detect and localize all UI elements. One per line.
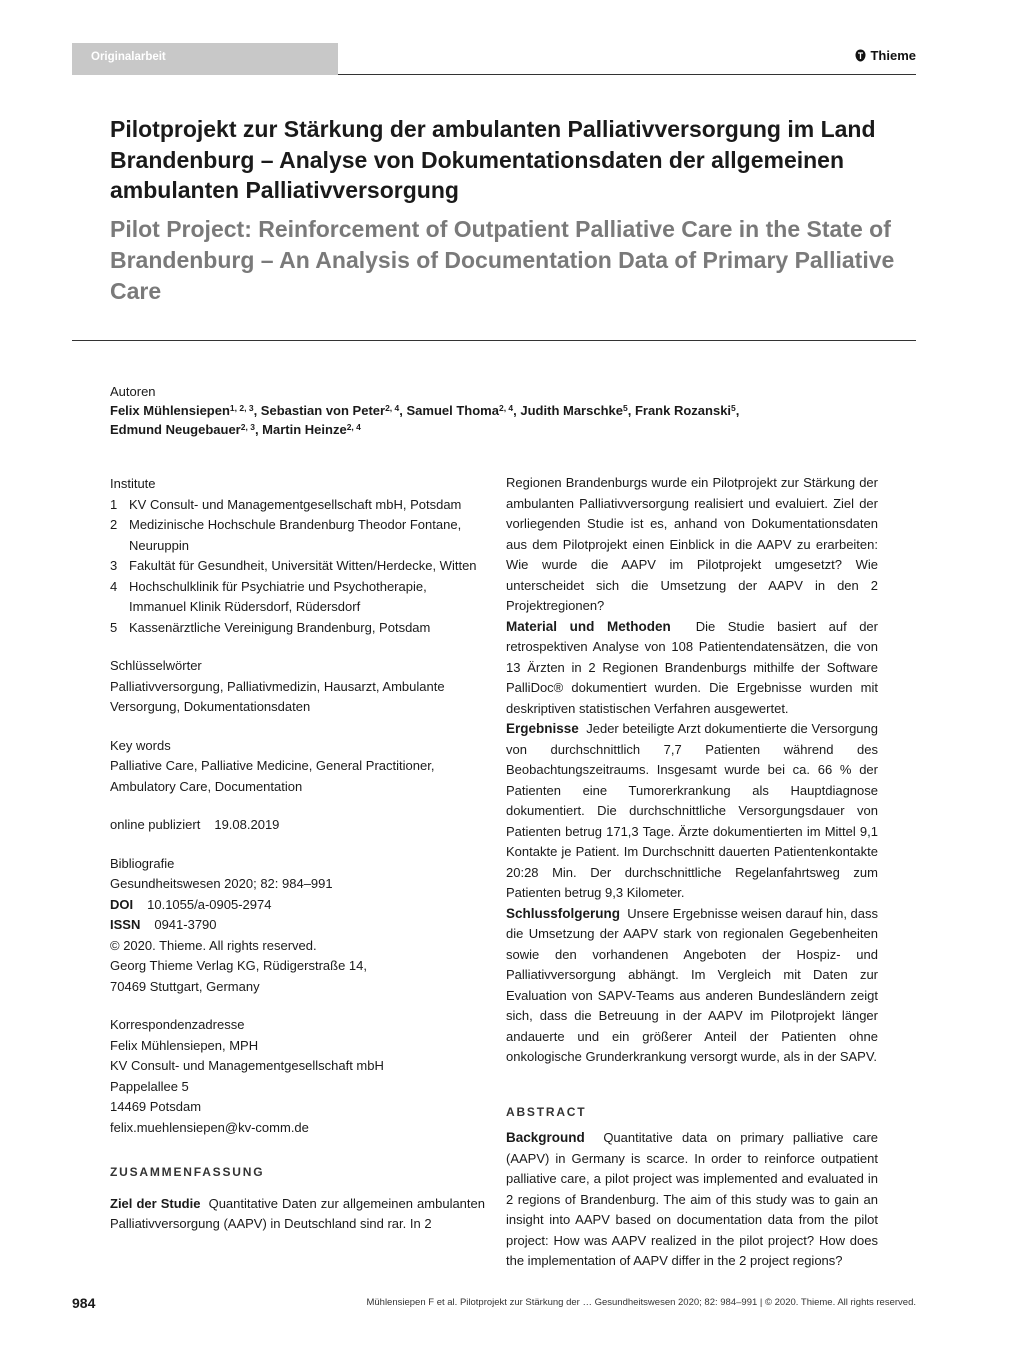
header-rule (338, 74, 916, 75)
correspondence-email[interactable]: felix.muehlensiepen@kv-comm.de (110, 1119, 309, 1135)
author-separator: , (627, 403, 635, 418)
zusammenfassung-heading: ZUSAMMENFASSUNG (110, 1165, 265, 1179)
ziel-lead: Ziel der Studie (110, 1195, 201, 1211)
publisher-name: Thieme (870, 48, 916, 63)
published-date: 19.08.2019 (214, 817, 280, 832)
page-number: 984 (72, 1295, 96, 1311)
author-affiliation: 2, 4 (385, 403, 400, 413)
correspondence-line: 14469 Potsdam (110, 1099, 202, 1114)
spacer (110, 836, 485, 854)
author-separator: , (399, 403, 407, 418)
institute-number: 1 (110, 496, 118, 512)
issn-label: ISSN (110, 917, 141, 932)
issn-line (110, 915, 485, 936)
ergebnisse-paragraph (506, 719, 878, 904)
institute-text: KV Consult- und Managementgesellschaft mbH, Potsdam (129, 496, 462, 512)
keywords-de-text: Palliativversorgung, Palliativmedizin, Hausarzt, Ambulante Versorgung, Dokumentationsdaten (110, 678, 445, 714)
keywords-en-heading: Key words (110, 737, 171, 753)
author-affiliation: 1, 2, 3 (229, 403, 254, 413)
ziel-continuation: Regionen Brandenburgs wurde ein Pilotprojekt zur Stärkung der ambulanten Palliativversorgung realisiert und evaluiert. Ziel der vorliegenden Studie ist es, anhand von Dokumentationsdaten aus dem Pilotprojekt einen Einblick in die AAPV zu erarbeiten: Wie wurde die AAPV im Pilotprojekt umgesetzt? Wie unterscheidet sich die Umsetzung der AAPV in den 2 Projektregionen? (506, 475, 878, 613)
schluss-paragraph (506, 904, 878, 1068)
title-english: Pilot Project: Reinforcement of Outpatient Palliative Care in the State of Brandenburg – An Analysis of Documentation Data of Primary Palliative Care (110, 216, 895, 304)
author-separator: , (254, 422, 263, 437)
institute-item (110, 556, 485, 577)
right-column (506, 473, 878, 1272)
author-separator: , (253, 403, 261, 418)
abstract-heading: ABSTRACT (506, 1104, 587, 1119)
thieme-logo-icon (855, 49, 866, 62)
keywords-de-heading: Schlüsselwörter (110, 658, 202, 673)
background-paragraph (506, 1128, 878, 1272)
ergebnisse-lead: Ergebnisse (506, 721, 579, 736)
author-name: Felix Mühlensiepen (110, 403, 230, 418)
author-name: Frank Rozanski (634, 403, 732, 418)
spacer (110, 997, 485, 1015)
published-label: online publiziert (110, 817, 201, 832)
institutes-list (110, 495, 485, 639)
ergebnisse-text: Jeder beteiligte Arzt dokumentierte die Versorgung von durchschnittlich 7,7 Patienten während des Beobachtungszeitraums. Insgesamt wurde bei ca. 66 % der Patienten eine Tumorerkrankung als Hauptdiagnose dokumentiert. Die durchschnittliche Versorgungsdauer von Patienten betrug 171,3 Tage. Ärzte dokumentierten im Mittel 9,1 Kontakte je Patient. Im Durchschnitt dauerten Patientenkontakte 20:28 Min. Der durchschnittliche Regelanfahrtsweg zum Patienten betrug 9,3 Kilometer. (506, 721, 879, 900)
methoden-text: Die Studie basiert auf der retrospektiven Analyse von 108 Patientendatensätzen, die von 13 Ärzten in 2 Regionen Brandenburgs mithilfe der Software PalliDoc® dokumentiert wurden. Die Ergebnisse wurden mit deskriptiven statistischen Verfahren ausgewertet. (506, 618, 878, 716)
correspondence-heading: Korrespondenzadresse (110, 1017, 245, 1032)
correspondence-line: Felix Mühlensiepen, MPH (110, 1037, 259, 1053)
bibliography-heading: Bibliografie (110, 855, 175, 871)
copyright-line: © 2020. Thieme. All rights reserved. (110, 937, 317, 953)
author-name: Sebastian von Peter (260, 403, 386, 418)
author-separator: , (513, 403, 521, 418)
author-name: Edmund Neugebauer (110, 422, 241, 437)
doi-value[interactable]: 10.1055/a-0905-2974 (147, 896, 272, 912)
author-affiliation: 2, 3 (240, 422, 255, 432)
published-line (110, 815, 485, 836)
spacer (110, 1138, 485, 1162)
background-text: Quantitative data on primary palliative care (AAPV) in Germany is scarce. In order to reinforce outpatient palliative care, a pilot project was implemented and evaluated in 2 regions of Brandenburg. The aim of this study was to gain an insight into AAPV based on documentation data from the pilot project: How was AAPV realized in the pilot project? How does the implementation of AAPV differ in the 2 project regions? (506, 1130, 878, 1268)
institutes-heading: Institute (110, 476, 156, 491)
institute-number: 5 (110, 619, 118, 635)
institute-item (110, 577, 485, 618)
footer-citation: Mühlensiepen F et al. Pilotprojekt zur Stärkung der … Gesundheitswesen 2020; 82: 984–991 | © 2020. Thieme. All rights reserved. (366, 1297, 916, 1308)
institute-number: 4 (110, 578, 118, 594)
publisher-address-line: Georg Thieme Verlag KG, Rüdigerstraße 14, (110, 958, 367, 973)
authors-block (110, 382, 910, 439)
ziel-paragraph (110, 1194, 485, 1235)
publisher-logo (855, 48, 916, 63)
correspondence-line: Pappelallee 5 (110, 1078, 189, 1094)
spacer (110, 718, 485, 736)
background-lead: Background (506, 1130, 585, 1145)
institute-text: Medizinische Hochschule Brandenburg Theodor Fontane, Neuruppin (129, 517, 462, 553)
author-separator: , (735, 403, 740, 418)
institute-item (110, 495, 485, 516)
institute-text: Kassenärztliche Vereinigung Brandenburg, Potsdam (129, 619, 431, 635)
authors-label: Autoren (110, 384, 156, 399)
institute-item (110, 515, 485, 556)
author-name: Martin Heinze (262, 422, 347, 437)
author-name: Judith Marschke (520, 403, 623, 418)
institute-item (110, 618, 485, 639)
spacer (110, 1183, 485, 1194)
methoden-paragraph (506, 617, 878, 720)
spacer (110, 638, 485, 656)
issn-value: 0941-3790 (154, 917, 217, 932)
spacer (110, 797, 485, 815)
correspondence-line: KV Consult- und Managementgesellschaft mbH (110, 1058, 384, 1073)
author-name: Samuel Thoma (406, 403, 499, 418)
author-affiliation: 5 (731, 403, 736, 413)
methoden-lead: Material und Methoden (506, 618, 671, 634)
ziel-text: Quantitative Daten zur allgemeinen ambulanten Palliativversorgung (AAPV) in Deutschland sind rar. In 2 (110, 1195, 485, 1231)
bibliography-journal: Gesundheitswesen 2020; 82: 984–991 (110, 876, 333, 891)
schluss-text: Unsere Ergebnisse weisen darauf hin, dass die Umsetzung der AAPV stark von regionalen Gegebenheiten sowie den vorhandenen Angeboten der Hospiz- und Palliativversorgung abhängt. Im Vergleich mit Daten zur Evaluation von SAPV-Teams aus anderen Bundesländern zeigt sich, dass die Betreuung in der AAPV im Pilotprojekt länger andauerte und ein größerer Anteil der Patienten ohne onkologische Grunderkrankung versorgt wurde, als in der SAPV. (506, 905, 879, 1064)
institute-text: Hochschulklinik für Psychiatrie und Psychotherapie, Immanuel Klinik Rüdersdorf, Rüdersdorf (129, 578, 427, 614)
institute-number: 3 (110, 558, 118, 573)
category-bar (72, 43, 338, 75)
title-german: Pilotprojekt zur Stärkung der ambulanten Palliativversorgung im Land Brandenburg – Analyse von Dokumentationsdaten der allgemeinen ambulanten Palliativversorgung (110, 116, 876, 203)
author-affiliation: 2, 4 (346, 422, 361, 432)
institute-number: 2 (110, 517, 118, 532)
title-rule (72, 340, 916, 341)
schluss-lead: Schlussfolgerung (506, 905, 621, 921)
institute-text: Fakultät für Gesundheit, Universität Witten/Herdecke, Witten (129, 558, 477, 573)
author-affiliation: 5 (622, 403, 628, 413)
doi-line (110, 895, 485, 916)
publisher-address-line: 70469 Stuttgart, Germany (110, 978, 260, 994)
keywords-en-text: Palliative Care, Palliative Medicine, General Practitioner, Ambulatory Care, Documentation (110, 758, 435, 794)
author-affiliation: 2, 4 (498, 403, 514, 413)
authors-list (110, 401, 910, 439)
left-column (110, 474, 485, 1235)
doi-label: DOI (110, 896, 134, 912)
article-category: Originalarbeit (91, 51, 166, 63)
